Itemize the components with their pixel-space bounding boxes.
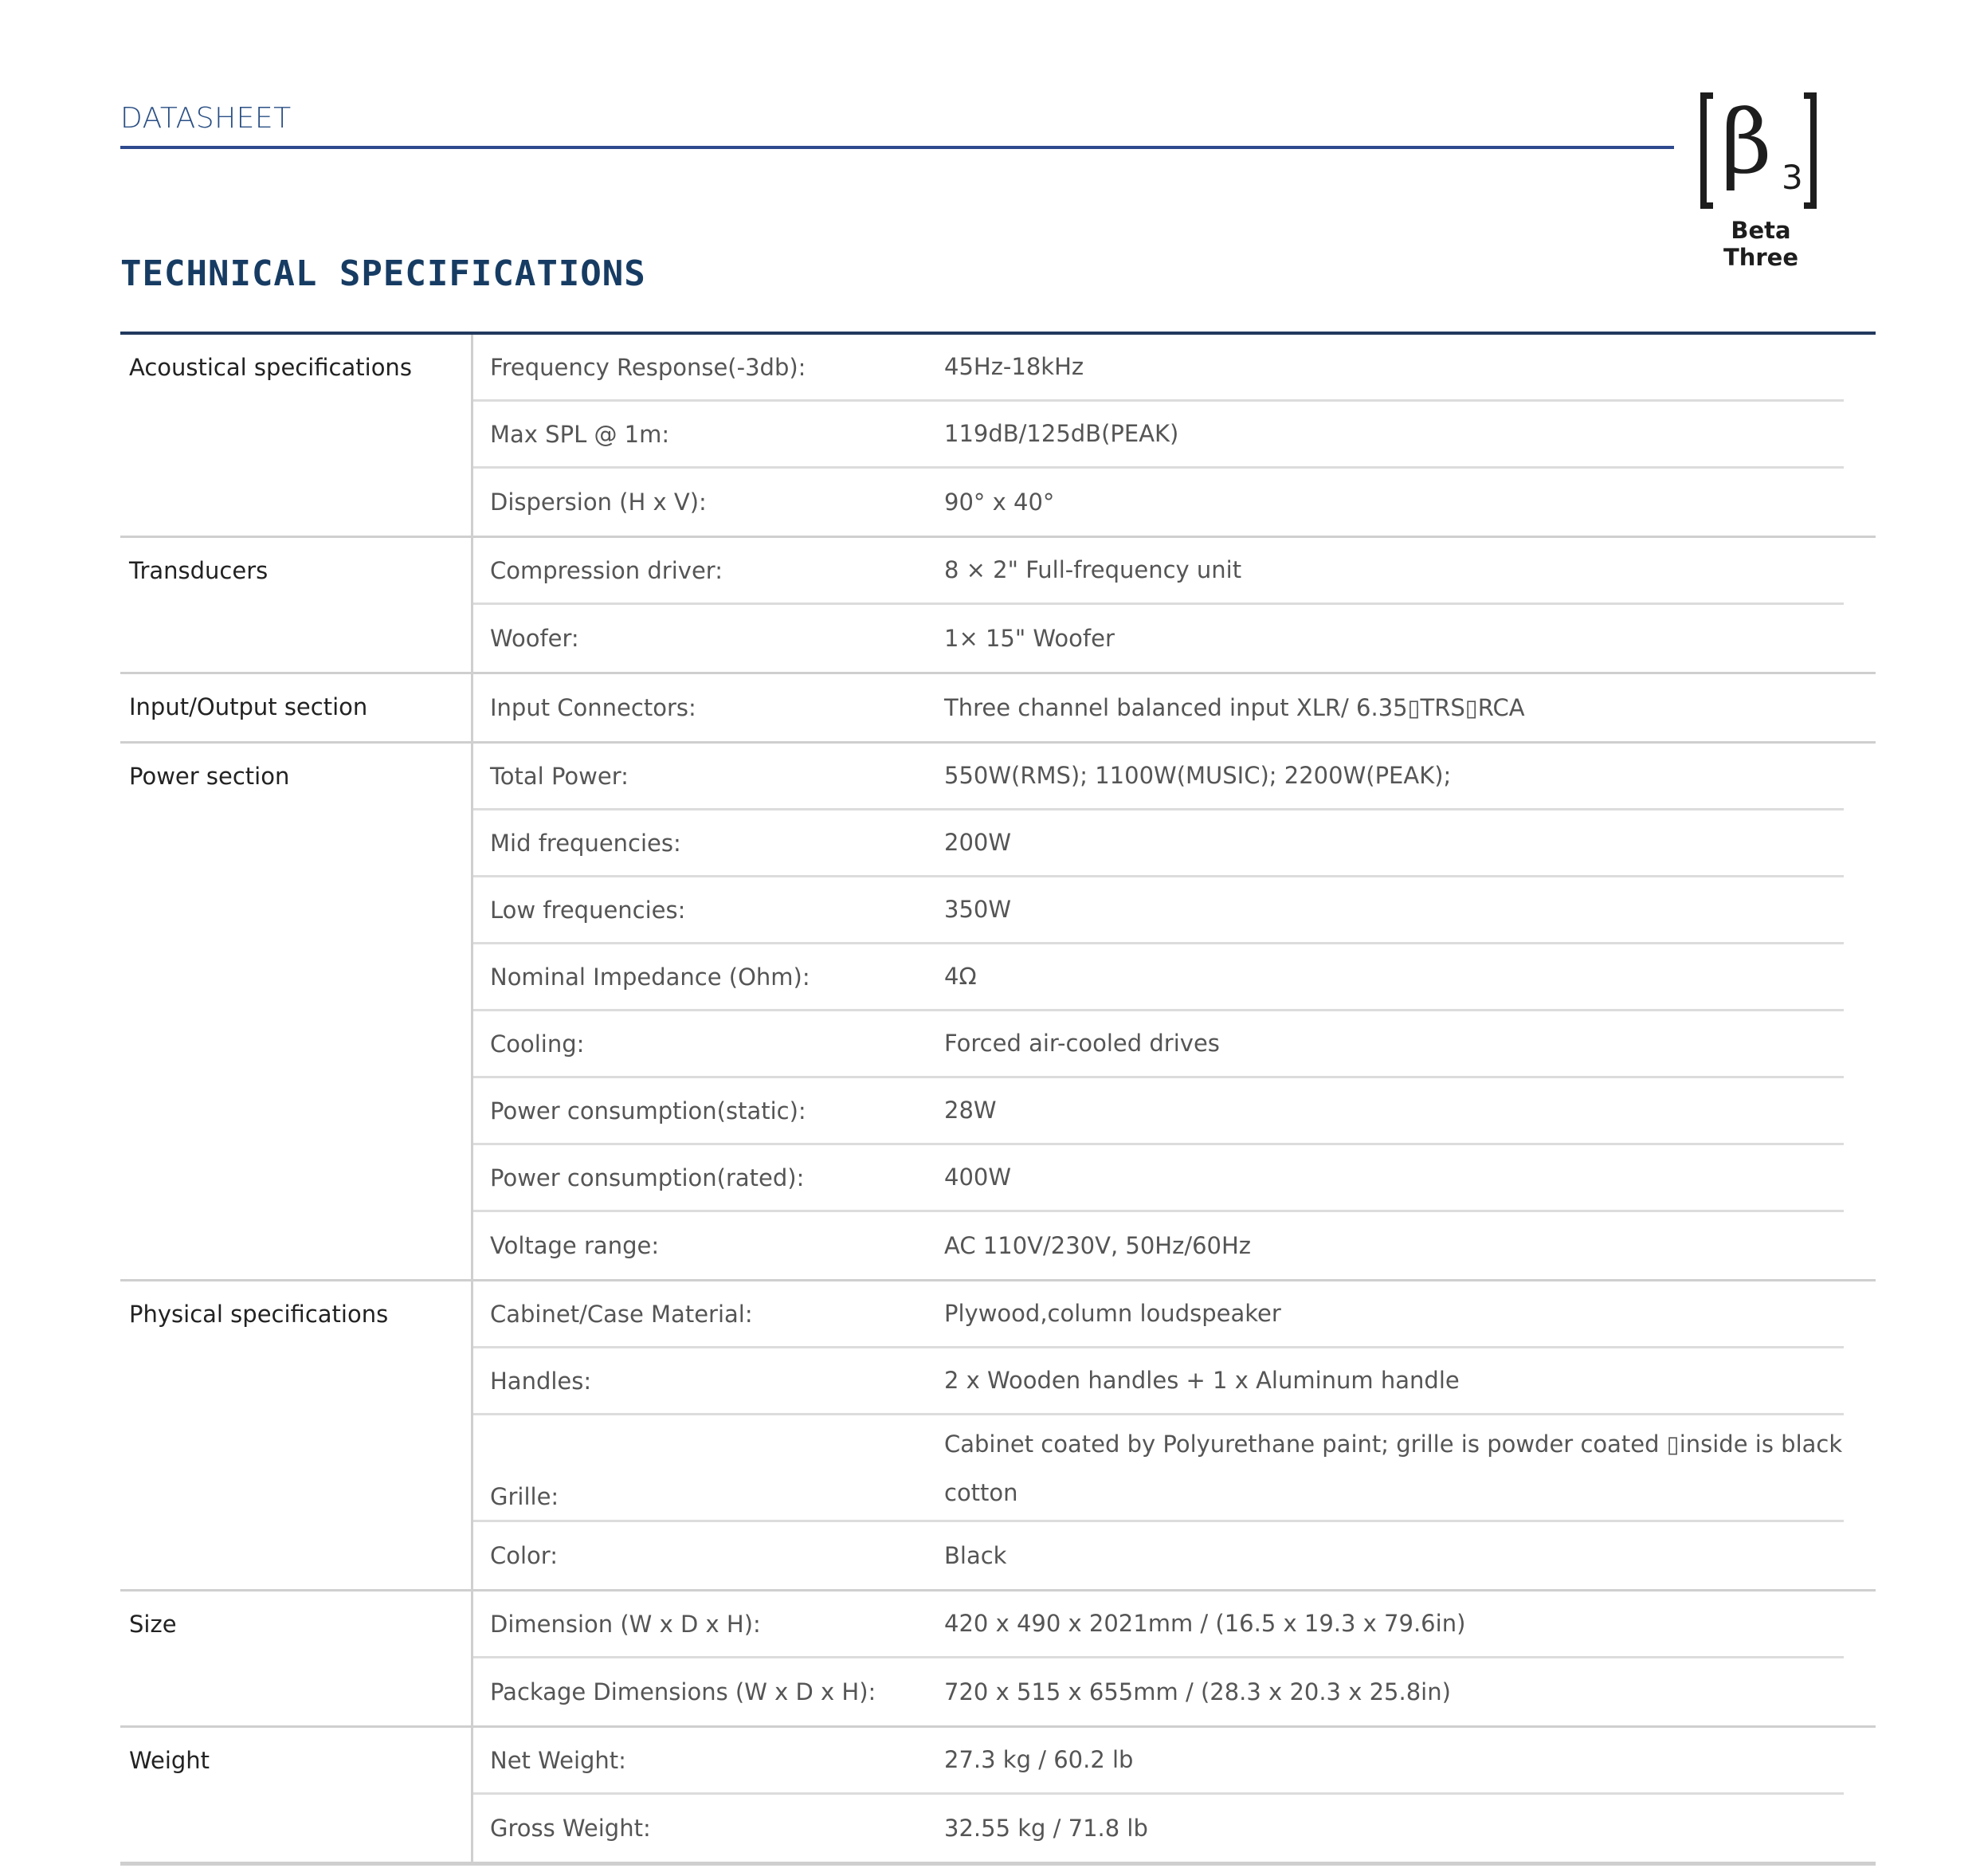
spec-row-value: 4Ω xyxy=(944,963,977,990)
spec-row-label: Power consumption(static): xyxy=(490,1097,806,1124)
spec-group xyxy=(120,744,1876,1281)
spec-row-label: Color: xyxy=(490,1542,558,1569)
spec-row xyxy=(473,1348,1844,1415)
spec-row xyxy=(473,1658,1844,1725)
spec-row xyxy=(473,810,1844,877)
spec-group xyxy=(120,1591,1876,1728)
spec-row-value: Three channel balanced input XLR/ 6.35▯TRS▯RCA xyxy=(944,693,1525,721)
spec-row xyxy=(473,944,1844,1011)
spec-group xyxy=(120,1728,1876,1866)
beta-three-logo xyxy=(1697,89,1825,271)
spec-row xyxy=(473,1415,1844,1522)
spec-row-value: 2 x Wooden handles + 1 x Aluminum handle xyxy=(944,1367,1460,1394)
spec-row xyxy=(473,1281,1844,1348)
spec-group-label: Size xyxy=(120,1591,473,1725)
spec-row-label: Grille: xyxy=(490,1483,559,1510)
spec-row-value: 420 x 490 x 2021mm / (16.5 x 19.3 x 79.6in) xyxy=(944,1610,1466,1637)
spec-row-label: Net Weight: xyxy=(490,1746,626,1774)
spec-group-rows xyxy=(473,674,1876,741)
spec-row-value: 8 × 2" Full-frequency unit xyxy=(944,556,1242,583)
technical-specifications-heading: TECHNICAL SPECIFICATIONS xyxy=(120,253,646,294)
spec-row xyxy=(473,1078,1844,1145)
spec-row xyxy=(473,1011,1844,1078)
spec-group-label: Transducers xyxy=(120,538,473,672)
spec-row-value: 720 x 515 x 655mm / (28.3 x 20.3 x 25.8in) xyxy=(944,1678,1451,1705)
spec-row-label: Mid frequencies: xyxy=(490,829,681,857)
spec-row-label: Low frequencies: xyxy=(490,896,686,924)
logo-bracket-right xyxy=(1804,92,1817,209)
spec-row-label: Dispersion (H x V): xyxy=(490,489,707,516)
spec-group-label: Physical specifications xyxy=(120,1281,473,1589)
spec-row-label: Power consumption(rated): xyxy=(490,1164,805,1191)
spec-row-label: Voltage range: xyxy=(490,1232,660,1259)
spec-row xyxy=(473,335,1844,402)
logo-mark xyxy=(1700,92,1817,210)
spec-row xyxy=(473,1795,1844,1862)
spec-group-label: Power section xyxy=(120,744,473,1279)
spec-row-value: 32.55 kg / 71.8 lb xyxy=(944,1814,1148,1842)
spec-row-label: Cabinet/Case Material: xyxy=(490,1300,753,1328)
spec-group-rows xyxy=(473,1281,1876,1589)
spec-row xyxy=(473,402,1844,469)
spec-row-value: 90° x 40° xyxy=(944,488,1055,516)
spec-row xyxy=(473,877,1844,944)
logo-brand-name: Beta Three xyxy=(1723,217,1799,271)
spec-row-label: Compression driver: xyxy=(490,556,723,584)
spec-row-label: Nominal Impedance (Ohm): xyxy=(490,963,810,991)
logo-bracket-left xyxy=(1700,92,1713,209)
spec-row-value: 45Hz-18kHz xyxy=(944,353,1084,380)
spec-row xyxy=(473,469,1844,536)
spec-group-rows xyxy=(473,335,1876,536)
spec-row xyxy=(473,538,1844,605)
spec-row xyxy=(473,1212,1844,1279)
header-divider xyxy=(120,146,1674,149)
spec-group xyxy=(120,335,1876,538)
spec-group xyxy=(120,538,1876,674)
spec-row-value: 119dB/125dB(PEAK) xyxy=(944,420,1179,447)
spec-row xyxy=(473,744,1844,810)
spec-group-rows xyxy=(473,1591,1876,1725)
spec-group xyxy=(120,674,1876,744)
spec-row-value: 28W xyxy=(944,1097,997,1124)
spec-row-label: Max SPL @ 1m: xyxy=(490,420,670,448)
spec-row xyxy=(473,1145,1844,1212)
spec-row-label: Woofer: xyxy=(490,625,579,652)
spec-group-rows xyxy=(473,1728,1876,1862)
logo-subscript: 3 xyxy=(1782,158,1803,197)
spec-row xyxy=(473,1728,1844,1795)
spec-row-value: 400W xyxy=(944,1164,1012,1191)
spec-row-label: Total Power: xyxy=(490,762,629,790)
spec-row-label: Dimension (W x D x H): xyxy=(490,1610,761,1638)
spec-row xyxy=(473,1522,1844,1589)
spec-row-value: 550W(RMS); 1100W(MUSIC); 2200W(PEAK); xyxy=(944,762,1452,789)
spec-row-label: Input Connectors: xyxy=(490,694,696,721)
spec-group-label: Weight xyxy=(120,1728,473,1862)
page-header xyxy=(120,102,1674,135)
spec-row-value: Cabinet coated by Polyurethane paint; grille is powder coated ▯inside is black cotton xyxy=(944,1431,1843,1506)
spec-group-rows xyxy=(473,744,1876,1279)
spec-row-value: Plywood,column loudspeaker xyxy=(944,1300,1281,1327)
spec-row xyxy=(473,1591,1844,1658)
spec-row-value: Forced air-cooled drives xyxy=(944,1030,1220,1057)
spec-row-value: Black xyxy=(944,1541,1007,1569)
spec-row-label: Handles: xyxy=(490,1367,592,1395)
spec-row xyxy=(473,605,1844,672)
spec-group xyxy=(120,1281,1876,1591)
spec-group-label: Acoustical specifications xyxy=(120,335,473,536)
spec-row-value: AC 110V/230V, 50Hz/60Hz xyxy=(944,1231,1252,1259)
spec-row-value: 27.3 kg / 60.2 lb xyxy=(944,1746,1134,1773)
spec-row-label: Package Dimensions (W x D x H): xyxy=(490,1678,876,1705)
logo-beta-symbol: β xyxy=(1721,91,1772,193)
datasheet-title: DATASHEET xyxy=(120,102,292,135)
spec-row-label: Gross Weight: xyxy=(490,1815,651,1842)
spec-table xyxy=(120,332,1876,1866)
spec-row-label: Frequency Response(-3db): xyxy=(490,353,806,381)
spec-group-label: Input/Output section xyxy=(120,674,473,741)
spec-row-label: Cooling: xyxy=(490,1030,585,1058)
spec-row xyxy=(473,674,1844,741)
spec-row-value: 350W xyxy=(944,896,1012,923)
spec-row-value: 200W xyxy=(944,829,1012,856)
spec-group-rows xyxy=(473,538,1876,672)
spec-row-value: 1× 15" Woofer xyxy=(944,624,1115,652)
